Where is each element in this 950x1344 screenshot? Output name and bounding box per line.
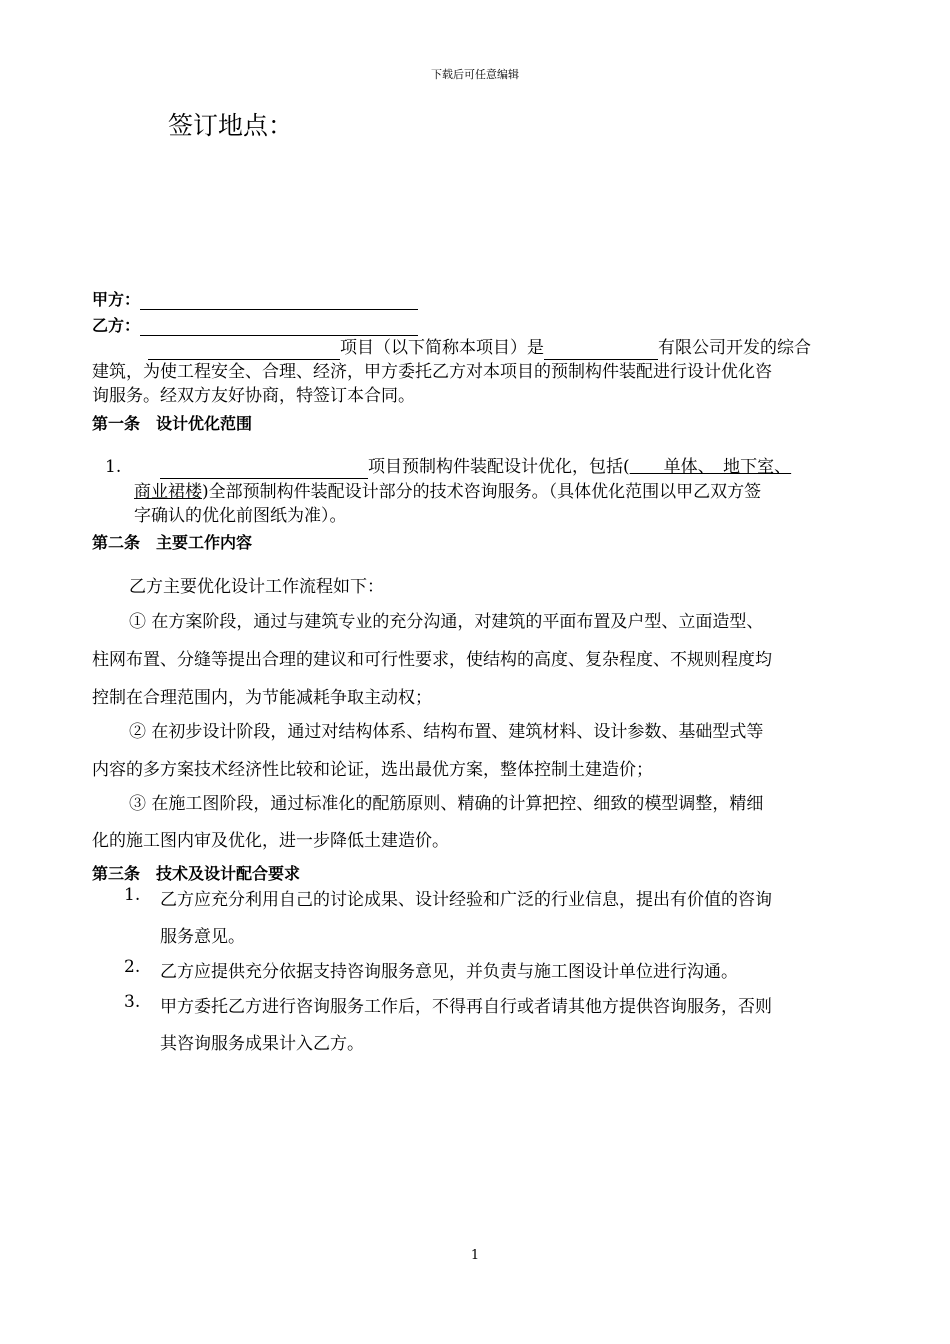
sec2-line: ① 在方案阶段，通过与建筑专业的充分沟通，对建筑的平面布置及户型、立面造型、 (129, 612, 764, 632)
sec3-item-line: 服务意见。 (160, 927, 245, 947)
sec1-line-2 (134, 480, 761, 504)
sec3-item-line: 乙方应充分利用自己的讨论成果、设计经验和广泛的行业信息，提出有价值的咨询 (160, 890, 772, 910)
page-number: 1 (470, 1248, 480, 1263)
section-2-title: 第二条 主要工作内容 (92, 533, 253, 552)
sec1-line-3: 字确认的优化前图纸为准）。 (134, 506, 347, 526)
intro-l1-end: 有限公司开发的综合 (658, 338, 811, 358)
sec3-item-line: 甲方委托乙方进行咨询服务工作后，不得再自行或者请其他方提供咨询服务，否则 (160, 997, 772, 1017)
party-a-line (92, 287, 418, 310)
sec3-item-line: 乙方应提供充分依据支持咨询服务意见，并负责与施工图设计单位进行沟通。 (160, 962, 738, 982)
sec2-line: ② 在初步设计阶段，通过对结构体系、结构布置、建筑材料、设计参数、基础型式等 (129, 722, 764, 742)
sec1-line-1 (160, 455, 791, 479)
sec2-line: 乙方主要优化设计工作流程如下： (129, 577, 384, 597)
party-b-label: 乙方： (92, 316, 141, 335)
sec1-item-number: 1. (105, 457, 122, 477)
sec1-l1-underlined: 单体、 地下室、 (629, 457, 792, 477)
sec1-l2-rest: )全部预制构件装配设计部分的技术咨询服务。（具体优化范围以甲乙双方签 (202, 482, 762, 502)
party-a-blank (140, 291, 418, 310)
section-3-title: 第三条 技术及设计配合要求 (92, 864, 301, 883)
sec1-l2-underlined: 商业裙楼 (134, 482, 202, 502)
sec3-item-line: 其咨询服务成果计入乙方。 (160, 1034, 364, 1054)
party-b-line (92, 313, 418, 336)
sec2-line: ③ 在施工图阶段，通过标准化的配筋原则、精确的计算把控、细致的模型调整，精细 (129, 794, 764, 814)
sec3-item-number: 1. (124, 885, 141, 905)
sec2-line: 控制在合理范围内，为节能减耗争取主动权； (92, 688, 432, 708)
sec2-line: 内容的多方案技术经济性比较和论证，选出最优方案，整体控制土建造价； (92, 760, 653, 780)
section-1-title: 第一条 设计优化范围 (92, 414, 253, 433)
sec2-line: 柱网布置、分缝等提出合理的建议和可行性要求，使结构的高度、复杂程度、不规则程度均 (92, 650, 772, 670)
intro-line-2: 建筑，为使工程安全、合理、经济，甲方委托乙方对本项目的预制构件装配进行设计优化咨 (92, 362, 772, 382)
sec1-l1-mid: 项目预制构件装配设计优化，包括( (368, 457, 630, 477)
intro-l1-mid: 项目（以下简称本项目）是 (340, 338, 544, 358)
sec3-item-number: 2. (124, 957, 141, 977)
sec2-line: 化的施工图内审及优化，进一步降低土建造价。 (92, 831, 449, 851)
party-b-blank (140, 317, 418, 336)
project-name-blank (148, 341, 340, 360)
page-header: 下载后可任意编辑 (431, 68, 519, 81)
intro-line-1 (148, 336, 811, 360)
sec1-project-blank (160, 460, 368, 479)
intro-line-3: 询服务。经双方友好协商，特签订本合同。 (92, 386, 415, 406)
party-a-label: 甲方： (92, 290, 141, 309)
sec3-item-number: 3. (124, 992, 141, 1012)
signing-place-label: 签订地点： (168, 111, 294, 140)
company-name-blank (544, 341, 658, 360)
